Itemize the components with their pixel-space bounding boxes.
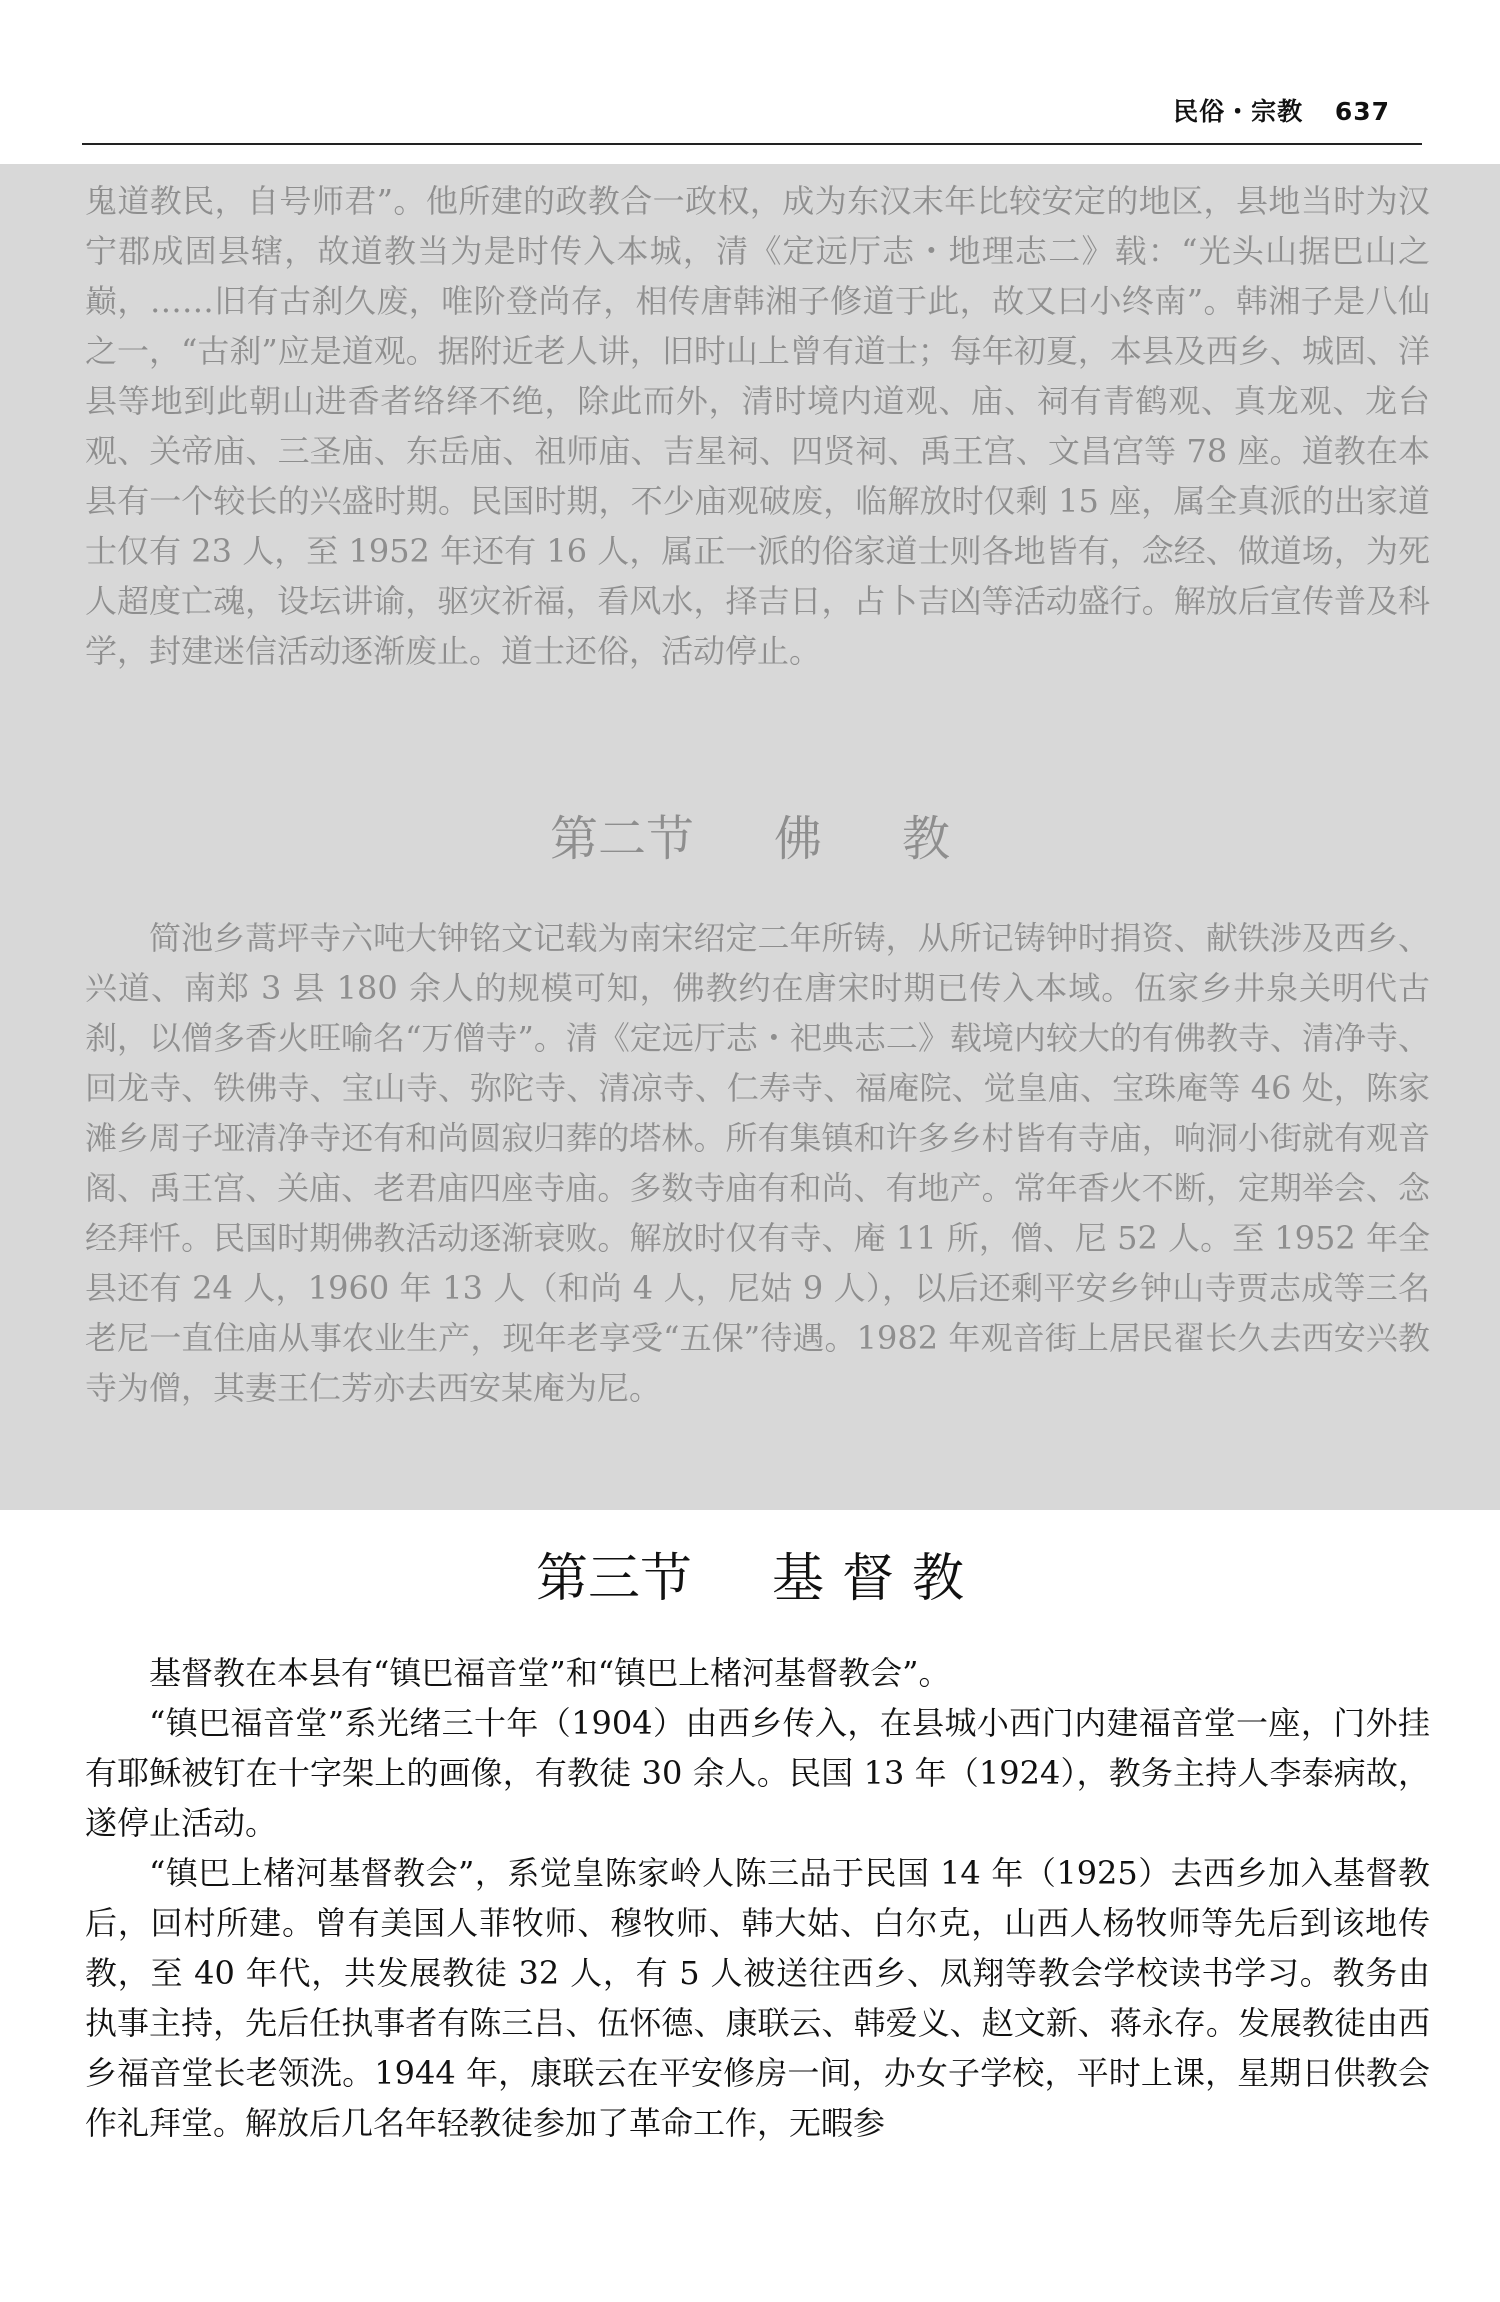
- heading-buddhism-prefix: 第二节: [549, 811, 694, 867]
- running-header: [1173, 92, 1390, 128]
- heading-christianity-char3: 教: [912, 1549, 965, 1609]
- christianity-paragraph: “镇巴上楮河基督教会”，系觉皇陈家岭人陈三品于民国 14 年（1925）去西乡加入基督教后，回村所建。曾有美国人菲牧师、穆牧师、韩大姑、白尔克，山西人杨牧师等先后到该地传教，至 40 年代，共发展教徒 32 人，有 5 人被送往西乡、凤翔等教会学校读书学习。教务由执事主持，先后任执事者有陈三吕、伍怀德、康联云、韩爱义、赵文新、蒋永存。发展教徒由西乡福音堂长老领洗。1944 年，康联云在平安修房一间，办女子学校，平时上课，星期日供教会作礼拜堂。解放后几名年轻教徒参加了革命工作，无暇参: [85, 1854, 1430, 2142]
- heading-christianity-char1: 基: [771, 1549, 824, 1609]
- section-heading-buddhism: [0, 800, 1500, 869]
- heading-buddhism-char1: 佛: [773, 811, 822, 867]
- buddhism-text-block: [85, 913, 1430, 1413]
- christianity-paragraph: “镇巴福音堂”系光绪三十年（1904）由西乡传入，在县城小西门内建福音堂一座，门外挂有耶稣被钉在十字架上的画像，有教徒 30 余人。民国 13 年（1924），教务主持人李泰病故，遂停止活动。: [85, 1704, 1430, 1842]
- heading-buddhism-char2: 教: [902, 811, 951, 867]
- header-page-number: 637: [1334, 97, 1390, 126]
- taoism-paragraph: 鬼道教民，自号师君”。他所建的政教合一政权，成为东汉末年比较安定的地区，县地当时为汉宁郡成固县辖，故道教当为是时传入本城，清《定远厅志・地理志二》载：“光头山据巴山之巅，……旧有古刹久废，唯阶登尚存，相传唐韩湘子修道于此，故又曰小终南”。韩湘子是八仙之一，“古刹”应是道观。据附近老人讲，旧时山上曾有道士；每年初夏，本县及西乡、城固、洋县等地到此朝山进香者络绎不绝，除此而外，清时境内道观、庙、祠有青鹤观、真龙观、龙台观、关帝庙、三圣庙、东岳庙、祖师庙、吉星祠、四贤祠、禹王宫、文昌宫等 78 座。道教在本县有一个较长的兴盛时期。民国时期，不少庙观破废，临解放时仅剩 15 座，属全真派的出家道士仅有 23 人，至 1952 年还有 16 人，属正一派的俗家道士则各地皆有，念经、做道场，为死人超度亡魂，设坛讲谕，驱灾祈福，看风水，择吉日，占卜吉凶等活动盛行。解放后宣传普及科学，封建迷信活动逐渐废止。道士还俗，活动停止。: [85, 182, 1430, 670]
- heading-christianity-char2: 督: [842, 1549, 895, 1609]
- heading-christianity-prefix: 第三节: [535, 1549, 692, 1609]
- buddhism-paragraph: 简池乡蒿坪寺六吨大钟铭文记载为南宋绍定二年所铸，从所记铸钟时捐资、献铁涉及西乡、兴道、南郑 3 县 180 余人的规模可知，佛教约在唐宋时期已传入本域。伍家乡井泉关明代古刹，以僧多香火旺喻名“万僧寺”。清《定远厅志・祀典志二》载境内较大的有佛教寺、清净寺、回龙寺、铁佛寺、宝山寺、弥陀寺、清凉寺、仁寿寺、福庵院、觉皇庙、宝珠庵等 46 处，陈家滩乡周子垭清净寺还有和尚圆寂归葬的塔林。所有集镇和许多乡村皆有寺庙，响洞小街就有观音阁、禹王宫、关庙、老君庙四座寺庙。多数寺庙有和尚、有地产。常年香火不断，定期举会、念经拜忏。民国时期佛教活动逐渐衰败。解放时仅有寺、庵 11 所，僧、尼 52 人。至 1952 年全县还有 24 人，1960 年 13 人（和尚 4 人，尼姑 9 人），以后还剩平安乡钟山寺贾志成等三名老尼一直住庙从事农业生产，现年老享受“五保”待遇。1982 年观音街上居民翟长久去西安兴教寺为僧，其妻王仁芳亦去西安某庵为尼。: [85, 919, 1430, 1407]
- taoism-text-block: [85, 176, 1430, 676]
- header-section-title: 民俗・宗教: [1173, 97, 1304, 126]
- christianity-paragraph: 基督教在本县有“镇巴福音堂”和“镇巴上楮河基督教会”。: [149, 1654, 951, 1692]
- christianity-text-block: [85, 1648, 1430, 2148]
- section-heading-christianity: [0, 1536, 1500, 1611]
- header-rule: [82, 143, 1422, 145]
